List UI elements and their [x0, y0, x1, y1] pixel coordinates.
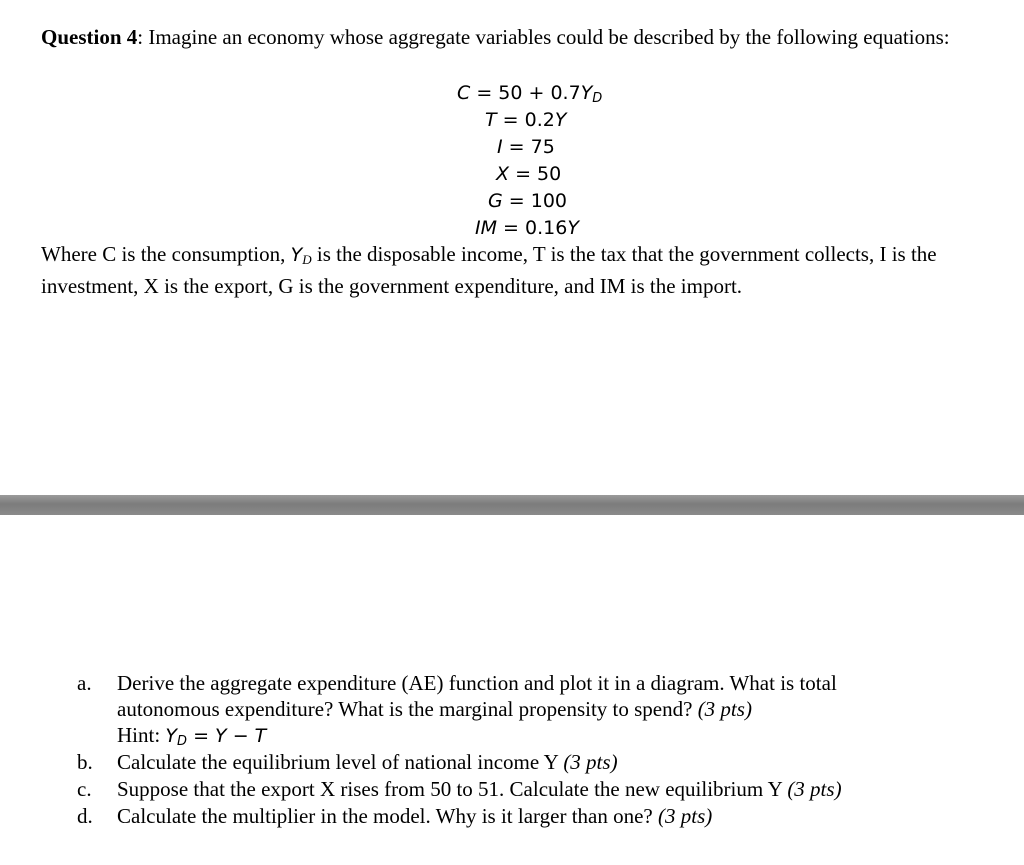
- item-marker: c.: [77, 777, 92, 801]
- item-points: (3 pts): [658, 804, 713, 828]
- page-divider: [0, 495, 1024, 515]
- equation-government: G = 100: [488, 190, 568, 212]
- question-intro: : Imagine an economy whose aggregate variables could be described by the following equations:: [137, 25, 950, 49]
- variable-definitions: Where C is the consumption, $Y_D$ is the disposable income, T is the tax that the government collects, I is the investment, X is the export, G is the government expenditure, and IM is the import.: [41, 242, 937, 298]
- equation-tax: T = 0.2Y: [485, 109, 567, 131]
- item-text: Derive the aggregate expenditure (AE) function and plot it in a diagram. What is total: [117, 671, 837, 695]
- item-marker: b.: [77, 750, 93, 774]
- item-marker: d.: [77, 804, 93, 828]
- equation-export: X = 50: [496, 163, 562, 185]
- question-label: Question 4: [41, 25, 138, 49]
- item-marker: a.: [77, 671, 92, 695]
- equation-investment: I = 75: [497, 136, 555, 158]
- equation-import: IM = 0.16Y: [475, 217, 579, 239]
- item-points: (3 pts): [787, 777, 842, 801]
- item-points: (3 pts): [697, 697, 752, 721]
- question-header: [41, 24, 1001, 51]
- equation-consumption: $C = 50 + 0.7Y_D$: [457, 82, 603, 106]
- document-page: Question 4: Imagine an economy whose aggregate variables could be described by the following equations: $C = 50 + 0.7Y_D$ T = 0.2Y I = 75 X = 50 G = 100 IM = 0.16Y Where C is the consumption, $Y_D$ is the disposable income, T is the tax that the government collects, I is the investment, X is the export, G is the government expenditure, and IM is the import. a. Derive the aggregate expenditure (AE) function and plot it in a diagram. What is total autonomous expenditure? What is the marginal propensity to spend? (3 pts) Hint: $Y_D = Y - T$ b. Calculate the equilibrium level of national income Y (3 pts) c. Suppose that the export X rises from 50 to 51. Calculate the new equilibrium Y (3 pts) d. Calculate the multiplier in the model. Why is it larger than one? (3 pts): [0, 0, 1024, 865]
- item-points: (3 pts): [563, 750, 618, 774]
